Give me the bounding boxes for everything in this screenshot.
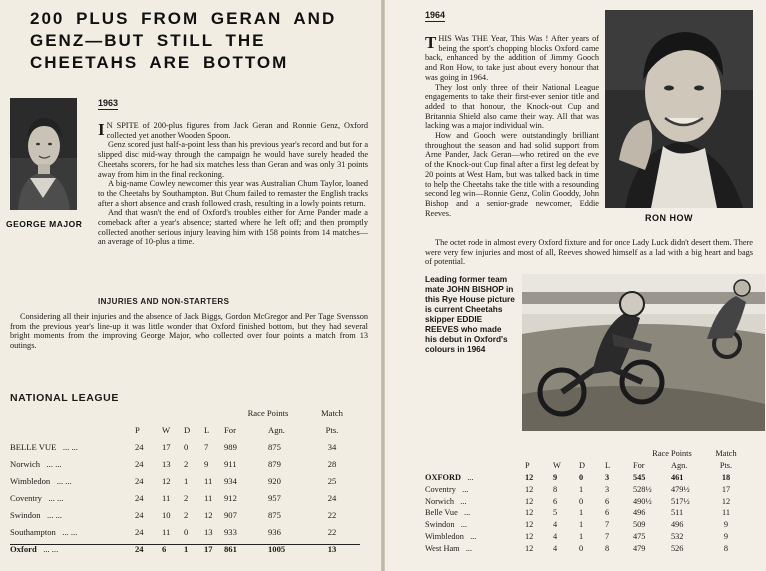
col-for: For <box>224 424 236 435</box>
paragraph: And that wasn't the end of Oxford's troubles either for Arne Pander made a comeback after a year's absence; started where he left off; and then promptly collected another serious injury leaving him with 158 points from 14 matches—an average of 10-plus a time. <box>98 208 368 247</box>
paragraph: How and Gooch were outstandingly brilliant throughout the season and had solid support from Arne Pander, Jack Geran—who retired on the eve of the Knock-out Cup final after a first leg defeat by 20 points at West Ham, but was talked back in time to help the Cheetahs take the title with a resounding second leg win—Ronnie Genz, Colin Gooddy, John Bishop and a senior-grade newcomer, Eddie Reeves. <box>425 131 599 218</box>
col-w: W <box>162 424 171 435</box>
table-row: Wimbledon ... 12 4 1 7 475 532 9 <box>425 531 729 541</box>
match-header: Match <box>321 407 343 418</box>
photo-caption: Leading former team mate JOHN BISHOP in this Rye House picture is current Cheetahs skipper EDDIE REEVES who made his debut in Oxford's colours in 1964 <box>425 274 515 354</box>
league-title: NATIONAL LEAGUE <box>10 392 119 404</box>
table-row: Coventry ... ... 24 11 2 11 912 957 24 <box>10 492 337 503</box>
table-row: Swindon ... ... 24 10 2 12 907 875 22 <box>10 509 337 520</box>
paragraph: Considering all their injuries and the absence of Jack Biggs, Gordon McGregor and Per Tage Svensson from the previous year's line-up it was little wonder that Oxford finished bottom, but they had several bright moments from the improving George Major, who collected over four points a match from 13 outings. <box>10 312 368 351</box>
col-pts: Pts. <box>719 461 733 471</box>
table-row: Coventry ... 12 8 1 3 528½ 479½ 17 <box>425 484 731 494</box>
year-1964: 1964 <box>425 10 446 20</box>
table-bottom-rule <box>10 544 360 545</box>
col-p: P <box>135 424 140 435</box>
col-for: For <box>633 461 645 471</box>
paragraph: The octet rode in almost every Oxford fixture and for once Lady Luck didn't desert them. There were very few injuries and most of all, Reeves showed himself as a lad with a big heart and bags of potential. <box>425 238 753 267</box>
table-row: Wimbledon ... ... 24 12 1 11 934 920 25 <box>10 475 337 486</box>
dropcap-t: T <box>425 33 437 52</box>
col-pts: Pts. <box>325 424 339 435</box>
league-table-1964 <box>425 448 741 554</box>
portrait-caption-left: GEORGE MAJOR <box>6 219 83 229</box>
page-headline: 200 PLUS FROM GERAN AND GENZ—BUT STILL THE CHEETAHS ARE BOTTOM <box>30 9 337 72</box>
table-row: West Ham ... 12 4 0 8 479 526 8 <box>425 543 729 553</box>
article-1964 <box>425 34 599 218</box>
injuries-subhead: INJURIES AND NON-STARTERS <box>98 297 230 306</box>
table-row: Belle Vue ... 12 5 1 6 496 511 11 <box>425 508 730 518</box>
portrait-caption-right: RON HOW <box>645 213 693 223</box>
col-l: L <box>605 461 611 471</box>
left-page <box>0 0 381 571</box>
table-row: BELLE VUE ... ... 24 17 0 7 989 875 34 <box>10 441 337 452</box>
col-d: D <box>579 461 585 471</box>
col-p: P <box>525 461 530 471</box>
col-d: D <box>184 424 191 435</box>
article-1964-continued <box>425 238 753 267</box>
right-page <box>385 0 766 571</box>
dropcap-i: I <box>98 120 105 139</box>
table-row: OXFORD ... 12 9 0 3 545 461 18 <box>425 472 731 482</box>
paragraph: They lost only three of their National League engagements to take their first-ever senior title and added to that honour, the Knock-out Cup and Britannia Shield also came their way. All that was lacking was a major individual win. <box>425 82 599 131</box>
paragraph: THIS Was THE Year, This Was ! After years of being the sport's chopping blocks Oxford came back, enhanced by the addition of Jimmy Gooch and Ron How, to take just about every honour that was going in 1964. <box>425 33 599 82</box>
col-agn: Agn. <box>671 461 688 471</box>
table-group-header <box>425 448 741 460</box>
article-1963-continued <box>10 312 368 351</box>
speedway-action-photo <box>522 274 765 431</box>
table-group-header <box>10 404 352 421</box>
table-row: Norwich ... ... 24 13 2 9 911 879 28 <box>10 458 337 469</box>
paragraph: I N SPITE of 200-plus figures from Jack Geran and Ronnie Genz, Oxford collected yet another Wooden Spoon. <box>98 120 368 140</box>
league-table-1963 <box>10 404 352 557</box>
race-points-header: Race Points <box>652 449 692 459</box>
col-agn: Agn. <box>268 424 285 435</box>
year-1963: 1963 <box>98 98 119 108</box>
table-header-row <box>10 421 352 438</box>
article-1963 <box>98 121 368 247</box>
table-row: Southampton ... ... 24 11 0 13 933 936 22 <box>10 526 337 537</box>
george-major-portrait <box>10 98 77 210</box>
race-points-header: Race Points <box>247 407 289 418</box>
paragraph: Genz scored just half-a-point less than his previous year's record and but for a slipped disc mid-way through the campaign he would have surely headed the Cheetahs scorers, for he had six matches less than Geran and was only 31 points away from him in the final reckoning. <box>98 140 368 179</box>
table-row: Norwich ... 12 6 0 6 490½ 517½ 12 <box>425 496 731 506</box>
col-l: L <box>204 424 210 435</box>
col-w: W <box>553 461 561 471</box>
table-header-row <box>425 460 741 472</box>
table-row: Oxford ... ... 24 6 1 17 861 1005 13 <box>10 543 337 554</box>
ron-how-portrait <box>605 10 753 208</box>
table-row: Swindon ... 12 4 1 7 509 496 9 <box>425 520 729 530</box>
match-header: Match <box>715 449 737 459</box>
paragraph: A big-name Cowley newcomer this year was Australian Chum Taylor, loaned to the Cheetahs by Southampton. But Chum failed to remaster the English tracks after a short absence and crash followed crash, resulting in a lowly points return. <box>98 179 368 208</box>
